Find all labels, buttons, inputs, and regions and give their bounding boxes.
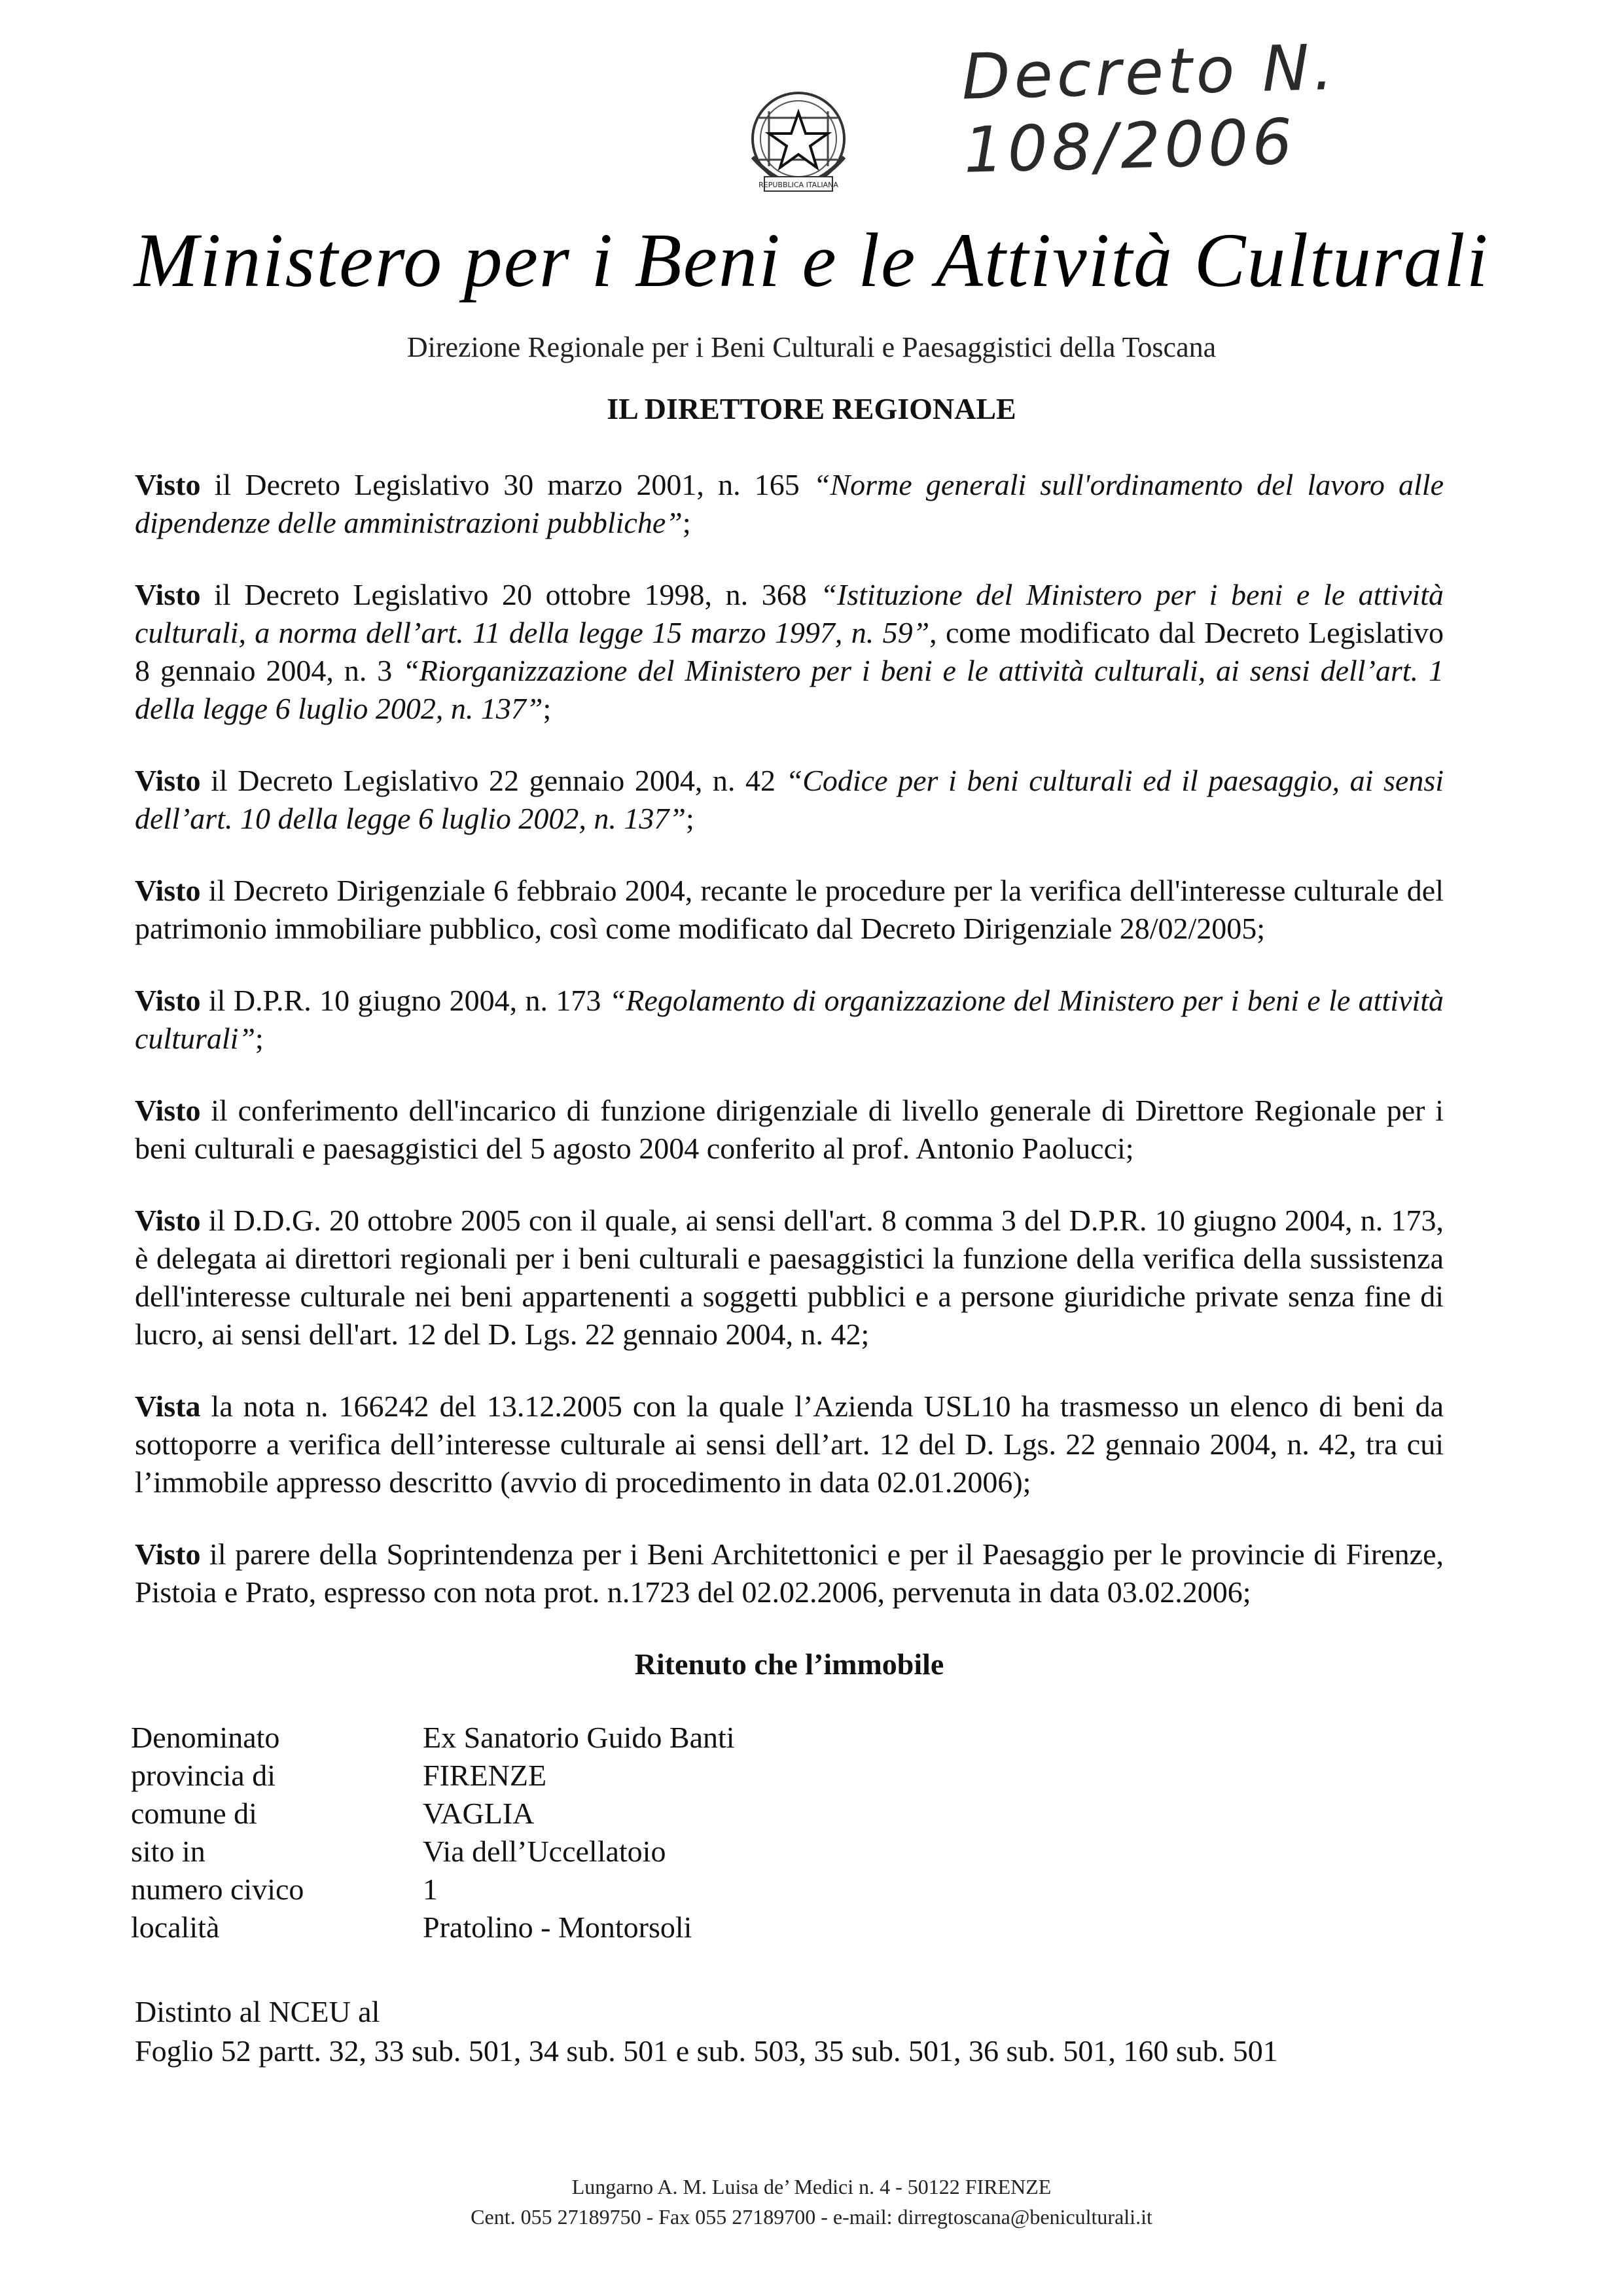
table-row: comune di VAGLIA [131,1797,535,1830]
document-body [131,466,1444,2071]
paragraph-3: Visto il Decreto Legislativo 22 gennaio 2004, n. 42 “Codice per i beni culturali ed il paesaggio, ai sensi dell’art. 10 della legge 6 luglio 2002, n. 137”; [135,764,1444,835]
nceu-section [135,1992,1444,2071]
property-table [131,1719,735,1946]
table-row: provincia di FIRENZE [131,1759,547,1792]
paragraph-5: Visto il D.P.R. 10 giugno 2004, n. 173 “Regolamento di organizzazione del Ministero per i beni e le attività culturali”; [135,984,1444,1055]
paragraph-9: Visto il parere della Soprintendenza per i Beni Architettonici e per il Paesaggio per le provincie di Firenze, Pistoia e Prato, espresso con nota prot. n.1723 del 02.02.2006, pervenuta in data 03.02.2006; [135,1537,1444,1609]
page-footer [131,2172,1492,2232]
footer-address: Lungarno A. M. Luisa de’ Medici n. 4 - 50122 FIRENZE [571,2175,1052,2198]
paragraph-1: Visto il Decreto Legislativo 30 marzo 2001, n. 165 “Norme generali sull'ordinamento del lavoro alle dipendenze delle amministrazioni pubbliche”; [135,468,1444,539]
italian-republic-emblem-icon [733,79,864,209]
table-row: numero civico 1 [131,1873,438,1906]
emblem-ribbon-text: REPUBBLICA ITALIANA [758,181,838,189]
regional-direction: Direzione Regionale per i Beni Culturali e Paesaggistici della Toscana [406,331,1217,363]
nceu-line-1: Distinto al NCEU al [135,1995,380,2028]
table-row: Denominato Ex Sanatorio Guido Banti [131,1721,735,1754]
property-subheading: Ritenuto che l’immobile [634,1647,944,1681]
handwritten-decree-number: Decreto N. 108/2006 [961,30,1338,187]
paragraph-8: Vista la nota n. 166242 del 13.12.2005 con la quale l’Azienda USL10 ha trasmesso un elenco di beni da sottoporre a verifica dell’interesse culturale ai sensi dell’art. 12 del D. Lgs. 22 gennaio 2004, n. 42, tra cui l’immobile appresso descritto (avvio di procedimento in data 02.01.2006); [135,1390,1444,1499]
paragraph-2: Visto il Decreto Legislativo 20 ottobre 1998, n. 368 “Istituzione del Ministero per i beni e le attività culturali, a norma dell’art. 11 della legge 15 marzo 1997, n. 59”, come modificato dal Decreto Legislativo 8 gennaio 2004, n. 3 “Riorganizzazione del Ministero per i beni e le attività culturali, ai sensi dell’art. 1 della legge 6 luglio 2002, n. 137”; [135,578,1444,725]
paragraph-7: Visto il D.D.G. 20 ottobre 2005 con il quale, ai sensi dell'art. 8 comma 3 del D.P.R. 10 giugno 2004, n. 173, è delegata ai direttori regionali per i beni culturali e paesaggistici la funzione della verifica della sussistenza dell'interesse culturale nei beni appartenenti a soggetti pubblici e a persone giuridiche private senza fine di lucro, ai sensi dell'art. 12 del D. Lgs. 22 gennaio 2004, n. 42; [135,1204,1444,1351]
ministry-title: Ministero per i Beni e le Attività Culturali [134,217,1489,303]
paragraph-6: Visto il conferimento dell'incarico di funzione dirigenziale di livello generale di Direttore Regionale per i beni culturali e paesaggistici del 5 agosto 2004 conferito al prof. Antonio Paolucci; [135,1094,1444,1165]
table-row: località Pratolino - Montorsoli [131,1910,692,1944]
table-row: sito in Via dell’Uccellatoio [131,1835,666,1868]
paragraph-4: Visto il Decreto Dirigenziale 6 febbraio 2004, recante le procedure per la verifica dell'interesse culturale del patrimonio immobiliare pubblico, così come modificato dal Decreto Dirigenziale 28/02/2005; [135,874,1444,945]
nceu-line-2: Foglio 52 partt. 32, 33 sub. 501, 34 sub. 501 e sub. 503, 35 sub. 501, 36 sub. 501, 160 sub. 501 [135,2034,1278,2068]
document-heading: IL DIRETTORE REGIONALE [607,392,1016,425]
footer-contacts: Cent. 055 27189750 - Fax 055 27189700 - e-mail: dirregtoscana@beniculturali.it [471,2205,1152,2229]
